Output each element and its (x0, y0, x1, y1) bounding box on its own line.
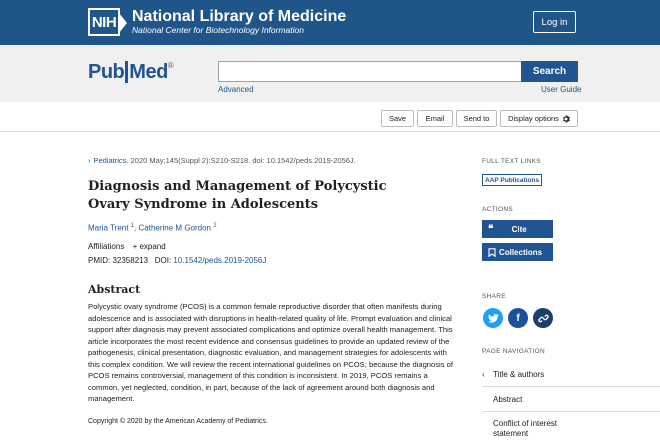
doi-link[interactable]: 10.1542/peds.2019-2056J (173, 256, 267, 265)
action-bar (0, 102, 660, 132)
copyright: Copyright © 2020 by the American Academy of Pediatrics. (88, 418, 268, 425)
affiliations-toggle[interactable] (88, 242, 166, 251)
author-affiliation-ref[interactable]: 2 (213, 223, 217, 229)
advanced-search-link[interactable]: Advanced (218, 85, 254, 94)
abstract-text: Polycystic ovary syndrome (PCOS) is a common female reproductive disorder that often manifests during adolescence and is associated with disruptions in health-related quality of life. Prompt evaluation and clinical support after diagnosis may prevent associated complications and optimize overall health management. This article incorporates the most recent evidence and consensus guidelines to provide an updated review of the pathogenesis, clinical presentation, diagnostic evaluation, and management strategies for adolescents with this complex condition. We will review the recent international guidelines on PCOS; because the diagnosis of PCOS remains controversial, management of this condition is inconsistent. In 2019, PCOS remains a common, yet neglected, condition, in part, because of the lack of agreement around both diagnosis and management. (88, 302, 453, 403)
author-affiliation-ref[interactable]: 1 (130, 223, 135, 229)
cite-label: Cite (511, 224, 527, 234)
pubmed-logo-med: Med (129, 61, 168, 83)
nav-divider (482, 386, 660, 387)
full-text-links-heading: FULL TEXT LINKS (482, 158, 541, 165)
citation-details: . 2020 May;145(Suppl 2):S210-S218. doi: 10.1542/peds.2019-2056J. (126, 156, 356, 165)
author-separator: , (134, 223, 137, 233)
page-navigation-heading: PAGE NAVIGATION (482, 348, 546, 355)
article-title: Diagnosis and Management of Polycystic Ovary Syndrome in Adolescents (88, 179, 387, 212)
author-list (88, 223, 217, 233)
nih-logo[interactable] (88, 8, 346, 36)
nav-title-authors-label: Title & authors (493, 370, 545, 379)
save-label: Save (388, 114, 407, 123)
email-label: Email (425, 114, 445, 123)
chevron-right-icon[interactable]: › (88, 156, 91, 165)
pubmed-logo-bar (125, 61, 128, 83)
nih-title: National Library of Medicine (132, 8, 347, 25)
login-button[interactable]: Log in (533, 11, 576, 33)
save-button[interactable] (381, 110, 414, 127)
bookmark-icon (488, 248, 496, 257)
collections-button[interactable] (482, 243, 553, 261)
search-area (0, 45, 660, 102)
user-guide-link[interactable]: User Guide (541, 85, 582, 94)
collections-label: Collections (498, 247, 543, 257)
permalink-icon[interactable] (533, 308, 553, 328)
nav-conflict-of-interest[interactable]: Conflict of interest statement (493, 419, 558, 438)
display-options-label: Display options (508, 114, 559, 123)
display-options-button[interactable] (500, 110, 578, 127)
send-to-button[interactable] (456, 110, 497, 127)
doi-label: DOI: (154, 256, 172, 265)
pubmed-logo-reg: ® (167, 61, 174, 70)
cite-button[interactable] (482, 220, 553, 238)
email-button[interactable] (417, 110, 453, 127)
nav-divider (482, 411, 660, 412)
author-link[interactable]: Catherine M Gordon (138, 223, 211, 233)
quote-icon: ❝ (488, 223, 494, 235)
pubmed-logo-pub: Pub (88, 61, 125, 83)
actions-heading: ACTIONS (482, 206, 513, 213)
pubmed-logo[interactable] (88, 61, 173, 84)
pmid: PMID: 32358213 (88, 256, 149, 265)
affiliations-label: Affiliations (88, 242, 125, 251)
send-to-label: Send to (463, 114, 490, 123)
article-identifiers (88, 256, 266, 265)
aap-publications-link[interactable]: AAP Publications (482, 174, 542, 186)
citation-line (88, 156, 356, 165)
search-button[interactable]: Search (521, 61, 578, 82)
nih-text (132, 8, 346, 36)
nav-title-authors[interactable] (482, 370, 660, 379)
gear-icon (562, 115, 570, 123)
chevron-left-icon: ‹ (482, 370, 485, 379)
nih-badge: NIH (88, 8, 120, 36)
nih-header (0, 0, 660, 45)
search-input[interactable] (218, 61, 521, 82)
nav-abstract[interactable]: Abstract (493, 395, 523, 404)
facebook-icon[interactable]: f (508, 308, 528, 328)
nih-subtitle: National Center for Biotechnology Information (132, 25, 304, 35)
author-link[interactable]: Maria Trent (88, 223, 129, 233)
expand-affiliations[interactable]: + expand (132, 242, 166, 251)
journal-link[interactable]: Pediatrics (93, 156, 127, 165)
twitter-icon[interactable] (483, 308, 503, 328)
abstract-heading: Abstract (88, 283, 141, 296)
share-heading: SHARE (482, 293, 506, 300)
